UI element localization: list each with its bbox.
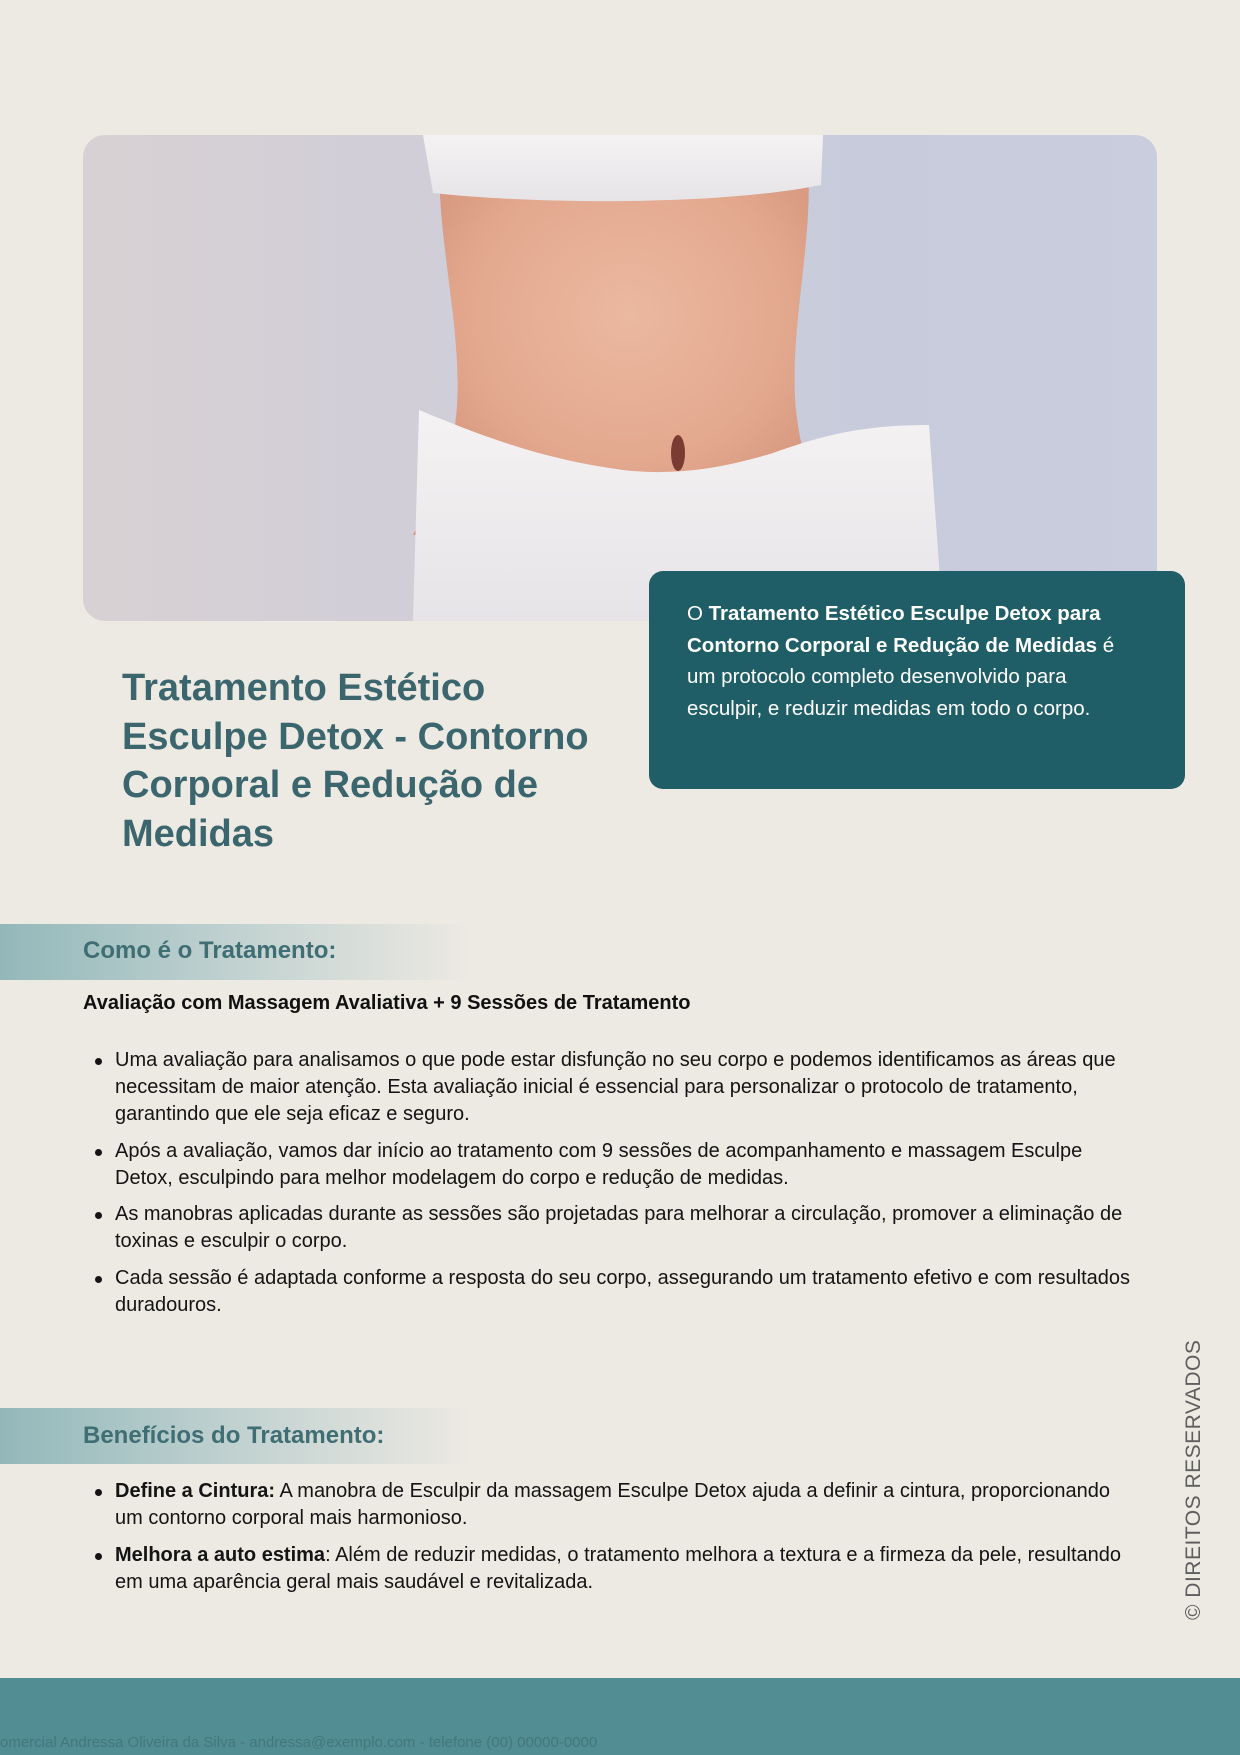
list-item <box>83 1542 1143 1596</box>
intro-prefix: O <box>687 602 709 625</box>
abdomen-illustration <box>83 135 1157 621</box>
treatment-subheading: Avaliação com Massagem Avaliativa + 9 Sessões de Tratamento <box>83 992 691 1014</box>
benefit-text: : Além de reduzir medidas, o tratamento melhora a textura e a firmeza da pele, resultando em uma aparência geral mais saudável e revitalizada. <box>115 1543 1122 1593</box>
intro-bold-text: Tratamento Estético Esculpe Detox para Contorno Corporal e Redução de Medidas <box>687 602 1101 657</box>
section-heading-benefits: Benefícios do Tratamento: <box>83 1422 385 1449</box>
page-title: Tratamento Estético Esculpe Detox - Contorno Corporal e Redução de Medidas <box>122 667 589 855</box>
list-item: Uma avaliação para analisamos o que pode estar disfunção no seu corpo e podemos identificamos as áreas que necessitam de maior atenção. Esta avaliação inicial é essencial para personalizar o protocolo de tratamento, garantindo que ele seja eficaz e seguro. <box>83 1047 1143 1128</box>
intro-rest-text: é um protocolo completo desenvolvido para esculpir, e reduzir medidas em todo o corpo. <box>687 633 1115 720</box>
rights-notice: © DIREITOS RESERVADOS <box>1182 1339 1205 1620</box>
benefits-list <box>83 1478 1143 1605</box>
benefit-text: A manobra de Esculpir da massagem Esculpe Detox ajuda a definir a cintura, proporcionando um contorno corporal mais harmonioso. <box>115 1480 1110 1529</box>
how-list <box>83 1047 1143 1328</box>
intro-box <box>649 571 1185 789</box>
list-item: Após a avaliação, vamos dar início ao tratamento com 9 sessões de acompanhamento e massagem Esculpe Detox, esculpindo para melhor modelagem do corpo e redução de medidas. <box>83 1138 1143 1192</box>
benefit-label: Melhora a auto estima <box>115 1543 326 1566</box>
list-item: As manobras aplicadas durante as sessões são projetadas para melhorar a circulação, promover a eliminação de toxinas e esculpir o corpo. <box>83 1201 1143 1255</box>
section-heading-how: Como é o Tratamento: <box>83 937 337 964</box>
footer-text: omercial Andressa Oliveira da Silva - andressa@exemplo.com - telefone (00) 00000-0000 <box>0 1734 598 1751</box>
hero-photo <box>83 135 1157 621</box>
list-item <box>83 1478 1143 1532</box>
benefit-label: Define a Cintura: <box>115 1480 276 1502</box>
list-item: Cada sessão é adaptada conforme a resposta do seu corpo, assegurando um tratamento efetivo e com resultados duradouros. <box>83 1265 1143 1319</box>
